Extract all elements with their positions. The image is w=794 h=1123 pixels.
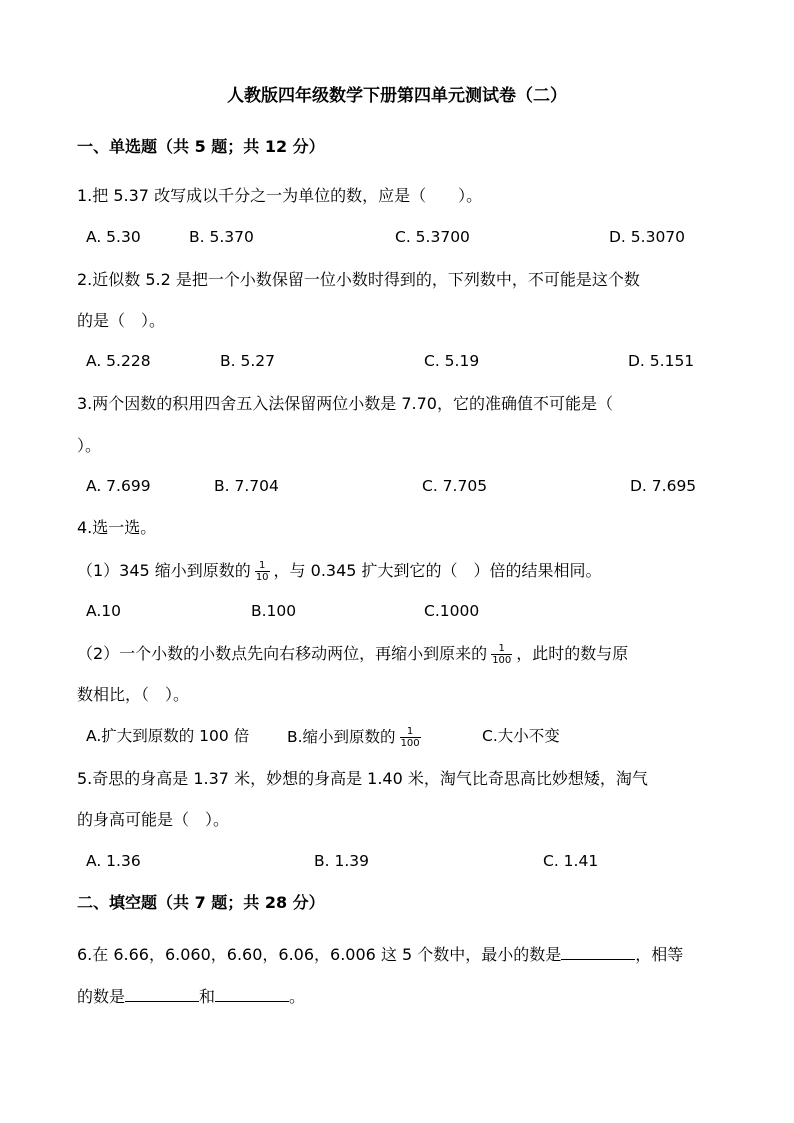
- question-4-sub1-stem: （1）345 缩小到原数的 $\frac{1}{10}$ ，与 0.345 扩大到它的（ ）倍的结果相同。: [77, 560, 602, 583]
- answer-blank-equal-1[interactable]: [125, 987, 199, 1002]
- fraction-one-tenth: $\frac{1}{10}$: [255, 560, 269, 583]
- question-4-sub1-option-a: A.10: [86, 602, 121, 620]
- question-5-option-c: C. 1.41: [543, 852, 599, 870]
- question-5-stem-line2: 的身高可能是（ ）。: [77, 810, 230, 829]
- question-4-stem: 4.选一选。: [77, 518, 157, 537]
- question-2-option-b: B. 5.27: [220, 352, 275, 370]
- question-2-option-c: C. 5.19: [424, 352, 480, 370]
- question-6-stem-line2: 的数是 和 。: [77, 987, 306, 1006]
- question-1-option-d: D. 5.3070: [609, 228, 686, 246]
- question-1-option-a: A. 5.30: [86, 228, 141, 246]
- question-3-option-d: D. 7.695: [630, 477, 697, 495]
- question-1-option-c: C. 5.3700: [395, 228, 470, 246]
- question-6-stem-line1: 6.在 6.66，6.060，6.60，6.06，6.006 这 5 个数中，最小的数是 ，相等: [77, 945, 684, 964]
- question-4-sub2-option-a: A.扩大到原数的 100 倍: [86, 727, 250, 745]
- question-4-sub1-option-b: B.100: [251, 602, 297, 620]
- question-4-sub2-option-b: B.缩小到原数的 $\frac{1}{100}$: [287, 726, 420, 749]
- fraction-one-hundredth: $\frac{1}{100}$: [492, 643, 512, 666]
- question-5-option-a: A. 1.36: [86, 852, 141, 870]
- section-heading-fill-blank: 二、填空题（共 7 题；共 28 分）: [77, 893, 325, 912]
- question-3-stem-line2: ）。: [77, 436, 102, 455]
- paper-title: 人教版四年级数学下册第四单元测试卷（二）: [227, 86, 567, 106]
- question-3-option-c: C. 7.705: [422, 477, 488, 495]
- question-1-option-b: B. 5.370: [189, 228, 254, 246]
- question-2-option-d: D. 5.151: [628, 352, 695, 370]
- question-4-sub2-option-c: C.大小不变: [482, 727, 560, 745]
- question-2-stem-line1: 2.近似数 5.2 是把一个小数保留一位小数时得到的，下列数中，不可能是这个数: [77, 270, 640, 289]
- question-3-option-b: B. 7.704: [214, 477, 279, 495]
- question-4-sub2-stem-line1: （2）一个小数的小数点先向右移动两位，再缩小到原来的 $\frac{1}{100}$ ，此时的数与原: [77, 643, 629, 666]
- question-4-sub1-option-c: C.1000: [424, 602, 480, 620]
- question-2-stem-line2: 的是（ ）。: [77, 311, 166, 330]
- answer-blank-smallest[interactable]: [561, 945, 635, 960]
- question-1-stem: 1.把 5.37 改写成以千分之一为单位的数，应是（ ）。: [77, 186, 483, 205]
- answer-blank-equal-2[interactable]: [215, 987, 289, 1002]
- section-heading-single-choice: 一、单选题（共 5 题；共 12 分）: [77, 137, 325, 156]
- question-5-option-b: B. 1.39: [314, 852, 369, 870]
- question-3-option-a: A. 7.699: [86, 477, 151, 495]
- question-3-stem-line1: 3.两个因数的积用四舍五入法保留两位小数是 7.70，它的准确值不可能是（: [77, 394, 613, 413]
- question-2-option-a: A. 5.228: [86, 352, 151, 370]
- question-5-stem-line1: 5.奇思的身高是 1.37 米，妙想的身高是 1.40 米，淘气比奇思高比妙想矮，淘气: [77, 769, 648, 788]
- fraction-one-hundredth-option: $\frac{1}{100}$: [400, 726, 420, 749]
- question-4-sub2-stem-line2: 数相比，（ ）。: [77, 685, 190, 704]
